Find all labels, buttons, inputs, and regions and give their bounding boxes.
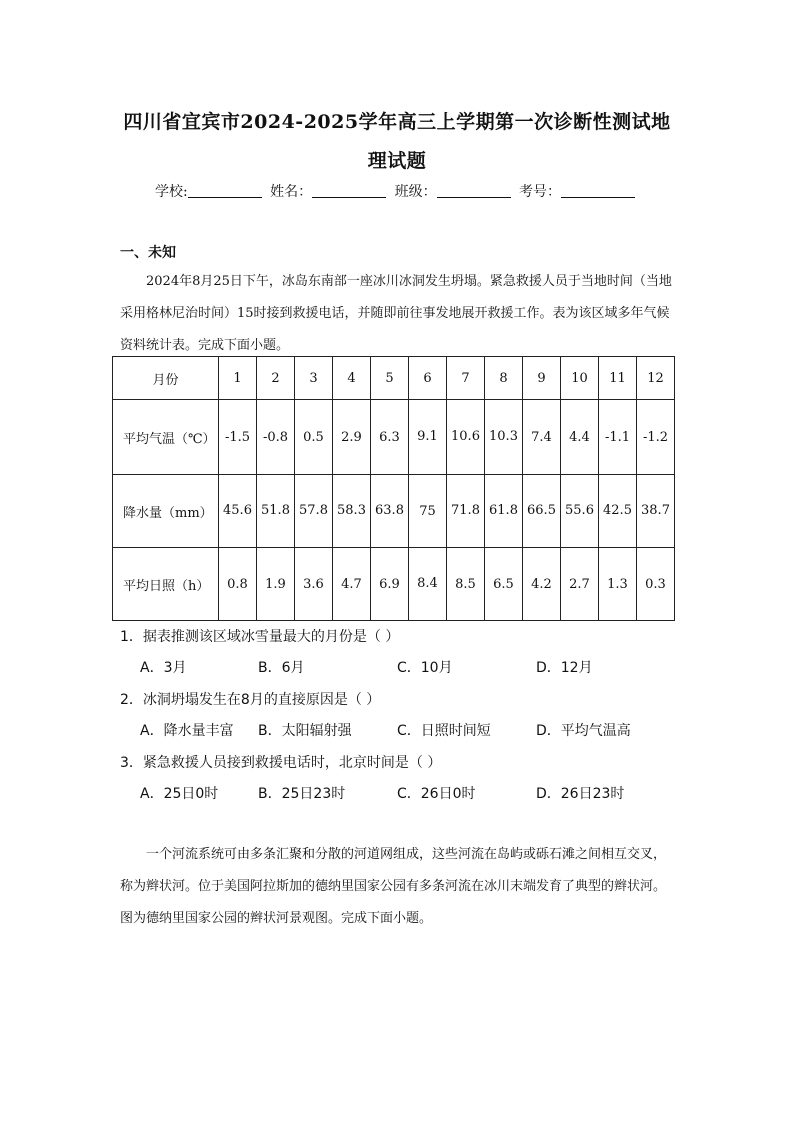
table-row-sunshine	[113, 548, 675, 621]
table-cell: 1.9	[257, 548, 295, 621]
table-month-cell: 10	[561, 357, 599, 400]
question-3-option-d[interactable]: D．26日23时	[536, 786, 625, 802]
table-cell: -1.1	[599, 400, 637, 475]
question-3-option-a[interactable]: A．25日0时	[140, 786, 219, 802]
table-cell: 57.8	[295, 475, 333, 548]
table-month-cell: 11	[599, 357, 637, 400]
table-cell: 0.8	[219, 548, 257, 621]
table-cell: 6.5	[485, 548, 523, 621]
table-header-label: 月份	[113, 357, 219, 400]
table-month-cell: 12	[637, 357, 675, 400]
table-row-label: 平均日照（h）	[113, 548, 219, 621]
table-cell: 1.3	[599, 548, 637, 621]
table-cell: 63.8	[371, 475, 409, 548]
table-cell: 2.9	[333, 400, 371, 475]
table-cell: 4.4	[561, 400, 599, 475]
table-cell: 61.8	[485, 475, 523, 548]
climate-table	[112, 356, 675, 621]
question-2-option-b[interactable]: B．太阳辐射强	[258, 723, 352, 739]
table-cell: 4.7	[333, 548, 371, 621]
class-label: 班级：	[394, 184, 437, 200]
table-cell: 6.3	[371, 400, 409, 475]
table-month-cell: 1	[219, 357, 257, 400]
question-1-option-d[interactable]: D．12月	[536, 660, 593, 676]
passage-2: 一个河流系统可由多条汇聚和分散的河道网组成，这些河流在岛屿或砾石滩之间相互交叉，称为辫状河。位于美国阿拉斯加的德纳里国家公园有多条河流在冰川末端发育了典型的辫状河。图为德纳里国家公园的辫状河景观图。完成下面小题。	[120, 847, 667, 926]
table-month-cell: 9	[523, 357, 561, 400]
table-cell: 71.8	[447, 475, 485, 548]
exam-no-blank[interactable]	[561, 183, 635, 198]
table-cell: 3.6	[295, 548, 333, 621]
table-row-label: 降水量（mm）	[113, 475, 219, 548]
name-blank[interactable]	[312, 183, 386, 198]
table-cell: -0.8	[257, 400, 295, 475]
table-cell: 51.8	[257, 475, 295, 548]
table-month-cell: 4	[333, 357, 371, 400]
section-heading: 一、未知	[120, 245, 176, 261]
table-cell: 66.5	[523, 475, 561, 548]
exam-no-label: 考号：	[519, 184, 562, 200]
question-3-option-c[interactable]: C．26日0时	[397, 786, 476, 802]
table-row-precipitation	[113, 475, 675, 548]
table-month-cell: 6	[409, 357, 447, 400]
school-label: 学校:	[154, 184, 188, 200]
table-cell: 10.6	[447, 400, 485, 475]
table-cell: 9.1	[409, 400, 447, 475]
table-row-label: 平均气温（℃）	[113, 400, 219, 475]
student-info-line	[0, 181, 794, 201]
table-cell: -1.5	[219, 400, 257, 475]
school-blank[interactable]	[188, 183, 262, 198]
table-cell: 8.4	[409, 548, 447, 621]
table-month-cell: 2	[257, 357, 295, 400]
table-cell: 0.5	[295, 400, 333, 475]
table-cell: 55.6	[561, 475, 599, 548]
class-blank[interactable]	[437, 183, 511, 198]
table-row-temperature	[113, 400, 675, 475]
passage-1: 2024年8月25日下午，冰岛东南部一座冰川冰洞发生坍塌。紧急救援人员于当地时间（当地采用格林尼治时间）15时接到救援电话，并随即前往事发地展开救援工作。表为该区域多年气候资料统计表。完成下面小题。	[120, 274, 672, 353]
question-2-option-a[interactable]: A．降水量丰富	[140, 723, 234, 739]
table-cell: 6.9	[371, 548, 409, 621]
table-cell: 8.5	[447, 548, 485, 621]
table-month-cell: 8	[485, 357, 523, 400]
question-3-option-b[interactable]: B．25日23时	[258, 786, 346, 802]
table-cell: 0.3	[637, 548, 675, 621]
table-cell: 38.7	[637, 475, 675, 548]
table-cell: 10.3	[485, 400, 523, 475]
table-cell: 58.3	[333, 475, 371, 548]
question-2-option-d[interactable]: D．平均气温高	[536, 723, 631, 739]
table-month-cell: 3	[295, 357, 333, 400]
table-cell: -1.2	[637, 400, 675, 475]
question-1-option-c[interactable]: C．10月	[397, 660, 453, 676]
question-3-stem: 3．紧急救援人员接到救援电话时，北京时间是（ ）	[120, 755, 442, 771]
table-cell: 45.6	[219, 475, 257, 548]
table-month-cell: 5	[371, 357, 409, 400]
name-label: 姓名：	[270, 184, 313, 200]
table-cell: 75	[409, 475, 447, 548]
question-1-option-a[interactable]: A．3月	[140, 660, 187, 676]
table-cell: 2.7	[561, 548, 599, 621]
document-title-line2: 理试题	[367, 150, 427, 172]
table-month-cell: 7	[447, 357, 485, 400]
question-1-option-b[interactable]: B．6月	[258, 660, 305, 676]
table-cell: 4.2	[523, 548, 561, 621]
question-1-stem: 1．据表推测该区域冰雪量最大的月份是（ ）	[120, 629, 400, 645]
question-2-option-c[interactable]: C．日照时间短	[397, 723, 491, 739]
table-cell: 42.5	[599, 475, 637, 548]
table-cell: 7.4	[523, 400, 561, 475]
question-2-stem: 2．冰洞坍塌发生在8月的直接原因是（ ）	[120, 692, 381, 708]
document-title-line1: 四川省宜宾市2024-2025学年高三上学期第一次诊断性测试地	[123, 111, 671, 133]
table-header-row	[113, 357, 675, 400]
